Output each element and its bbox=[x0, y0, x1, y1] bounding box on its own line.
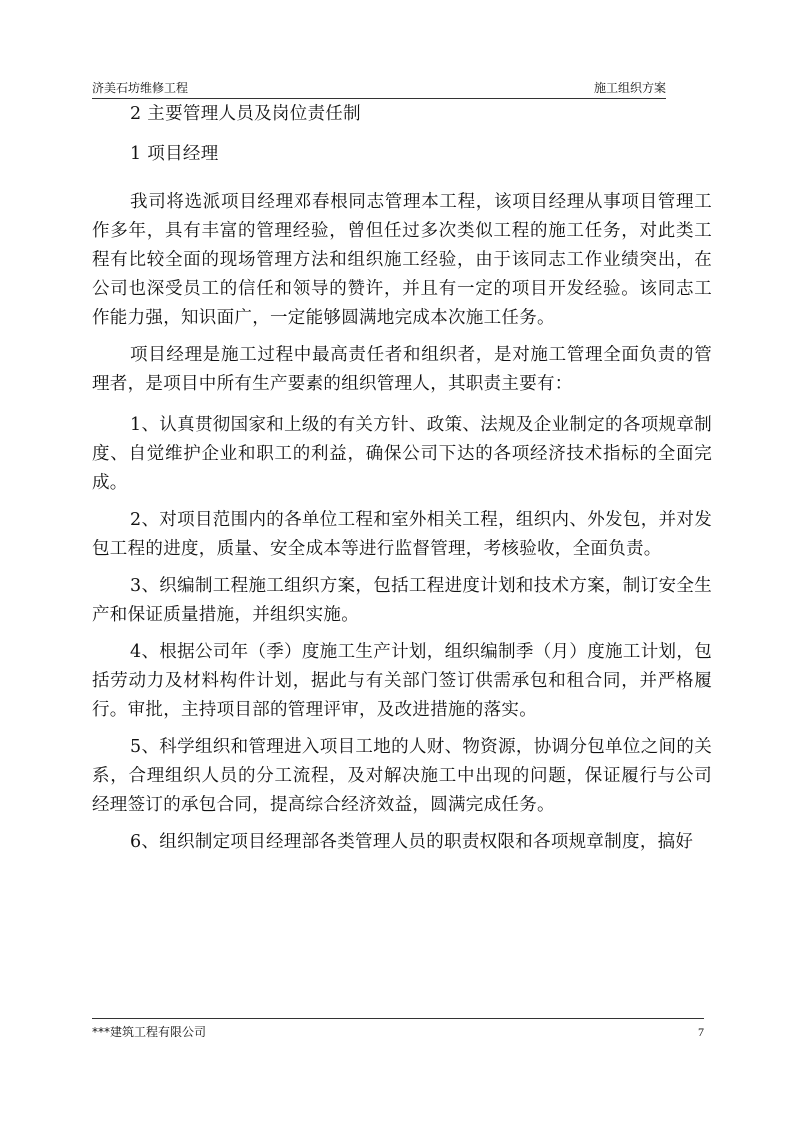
header-document-type: 施工组织方案 bbox=[593, 81, 666, 95]
page-footer bbox=[92, 1018, 704, 1039]
document-body bbox=[92, 96, 712, 857]
paragraph-duty-6: 6、组织制定项目经理部各类管理人员的职责权限和各项规章制度，搞好 bbox=[130, 832, 694, 852]
page-number: 7 bbox=[698, 1025, 704, 1039]
section-heading: 2 主要管理人员及岗位责任制 bbox=[130, 104, 361, 124]
header-project-name: 济美石坊维修工程 bbox=[92, 81, 189, 95]
paragraph-duty-4: 4、根据公司年（季）度施工生产计划，组织编制季（月）度施工计划，包括劳动力及材料构件计划，据此与有关部门签订供需承包和租合同，并严格履行。审批，主持项目部的管理评审，及改进措施的落实。 bbox=[92, 642, 712, 720]
paragraph-duty-2: 2、对项目范围内的各单位工程和室外相关工程，组织内、外发包，并对发包工程的进度，质量、安全成本等进行监督管理，考核验收，全面负责。 bbox=[92, 510, 712, 559]
paragraph-intro: 我司将选派项目经理邓春根同志管理本工程，该项目经理从事项目管理工作多年，具有丰富的管理经验，曾但任过多次类似工程的施工任务，对此类工程有比较全面的现场管理方法和组织施工经验，由于该同志工作业绩突出，在公司也深受员工的信任和领导的赞许，并且有一定的项目开发经验。该同志工作能力强，知识面广，一定能够圆满地完成本次施工任务。 bbox=[92, 192, 712, 328]
subsection-heading: 1 项目经理 bbox=[130, 144, 219, 164]
paragraph-duty-1: 1、认真贯彻国家和上级的有关方针、政策、法规及企业制定的各项规章制度、自觉维护企业和职工的利益，确保公司下达的各项经济技术指标的全面完成。 bbox=[92, 415, 712, 493]
paragraph-role: 项目经理是施工过程中最高责任者和组织者，是对施工管理全面负责的管理者，是项目中所有生产要素的组织管理人，其职责主要有： bbox=[92, 345, 712, 394]
footer-company: ***建筑工程有限公司 bbox=[92, 1025, 207, 1039]
paragraph-duty-5: 5、科学组织和管理进入项目工地的人财、物资源，协调分包单位之间的关系，合理组织人员的分工流程，及对解决施工中出现的问题，保证履行与公司经理签订的承包合同，提高综合经济效益，圆满完成任务。 bbox=[92, 737, 712, 815]
paragraph-duty-3: 3、织编制工程施工组织方案，包括工程进度计划和技术方案，制订安全生产和保证质量措施，并组织实施。 bbox=[92, 576, 712, 625]
